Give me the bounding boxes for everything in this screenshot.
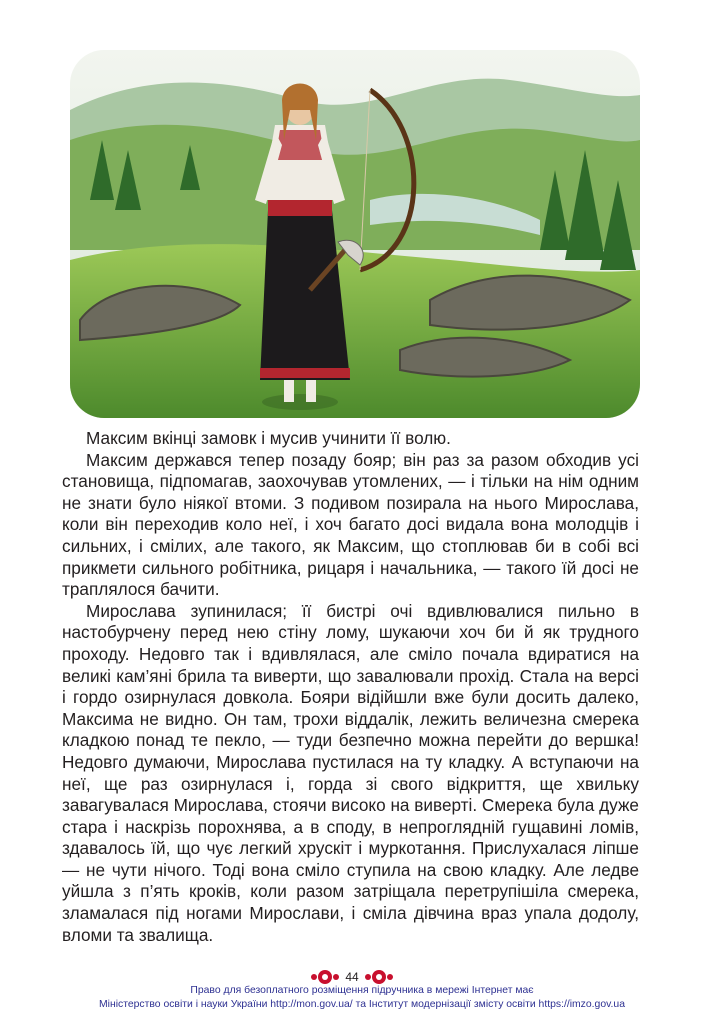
paragraph: Максим вкінці замовк і мусив учинити її волю. <box>86 428 451 448</box>
paragraph: Максим держався тепер позаду бояр; він раз за разом обходив усі становища, підпомагав, заохочував утомлених, — і тільки на нім одним не знати було ніякої втоми. З подивом позирала на нього Мирослава, коли він переходив коло неї, і хоч багато досі видала вона молодців і сильних, і смілих, але такого, як Максим, що стоплював би в собі всі прикмети сильного робітника, рицаря і начальника, — такого їй досі не траплялося бачити. <box>62 449 639 600</box>
footer-line-1: Право для безоплатного розміщення підручника в мережі Інтернет має <box>190 985 534 996</box>
story-text <box>62 428 639 946</box>
copyright-footer <box>60 984 664 1012</box>
page-number: 44 <box>345 970 359 984</box>
paragraph: Мирослава зупинилася; її бистрі очі вдивлювалися пильно в настобурчену перед нею стіну лому, шукаючи хоч би й як трудного проходу. Недовго так і вдивлялася, але сміло почала вдиратися на великі кам’яні брила та виверти, що завалювали прохід. Стала на версі і гордо озирнулася довкола. Бояри відійшли вже були досить далеко, Максима не видно. Он там, трохи віддалік, лежить величезна смерека кладкою понад те пекло, — туди безпечно можна перейти до вершка! Недовго думаючи, Мирослава пустилася на ту кладку. А вступаючи на неї, ще раз озирнулася і, горда зі свого відкриття, ще хвильку завагувалася Мирослава, стоячи високо на виверті. Смерека була дуже стара і наскрізь порохнява, а в споду, в непроглядній гущавині ломів, здавалось їй, що чує легкий хрускіт і муркотання. Прислухалася ліпше — не чути нічого. Тоді вона сміло ступила на свою кладку. Але ледве уйшла з п’ять кроків, коли разом затріщала перетрупішіла смерека, зламалася під ногами Мирослави, і сміла дівчина враз упала додолу, вломи та звалища. <box>62 600 639 945</box>
footer-line-2: Міністерство освіти і науки України http://mon.gov.ua/ та Інститут модернізації змісту освіти https://imzo.gov.ua <box>99 999 625 1010</box>
woman-with-bow-illustration-icon <box>70 50 640 418</box>
story-illustration <box>70 50 640 418</box>
